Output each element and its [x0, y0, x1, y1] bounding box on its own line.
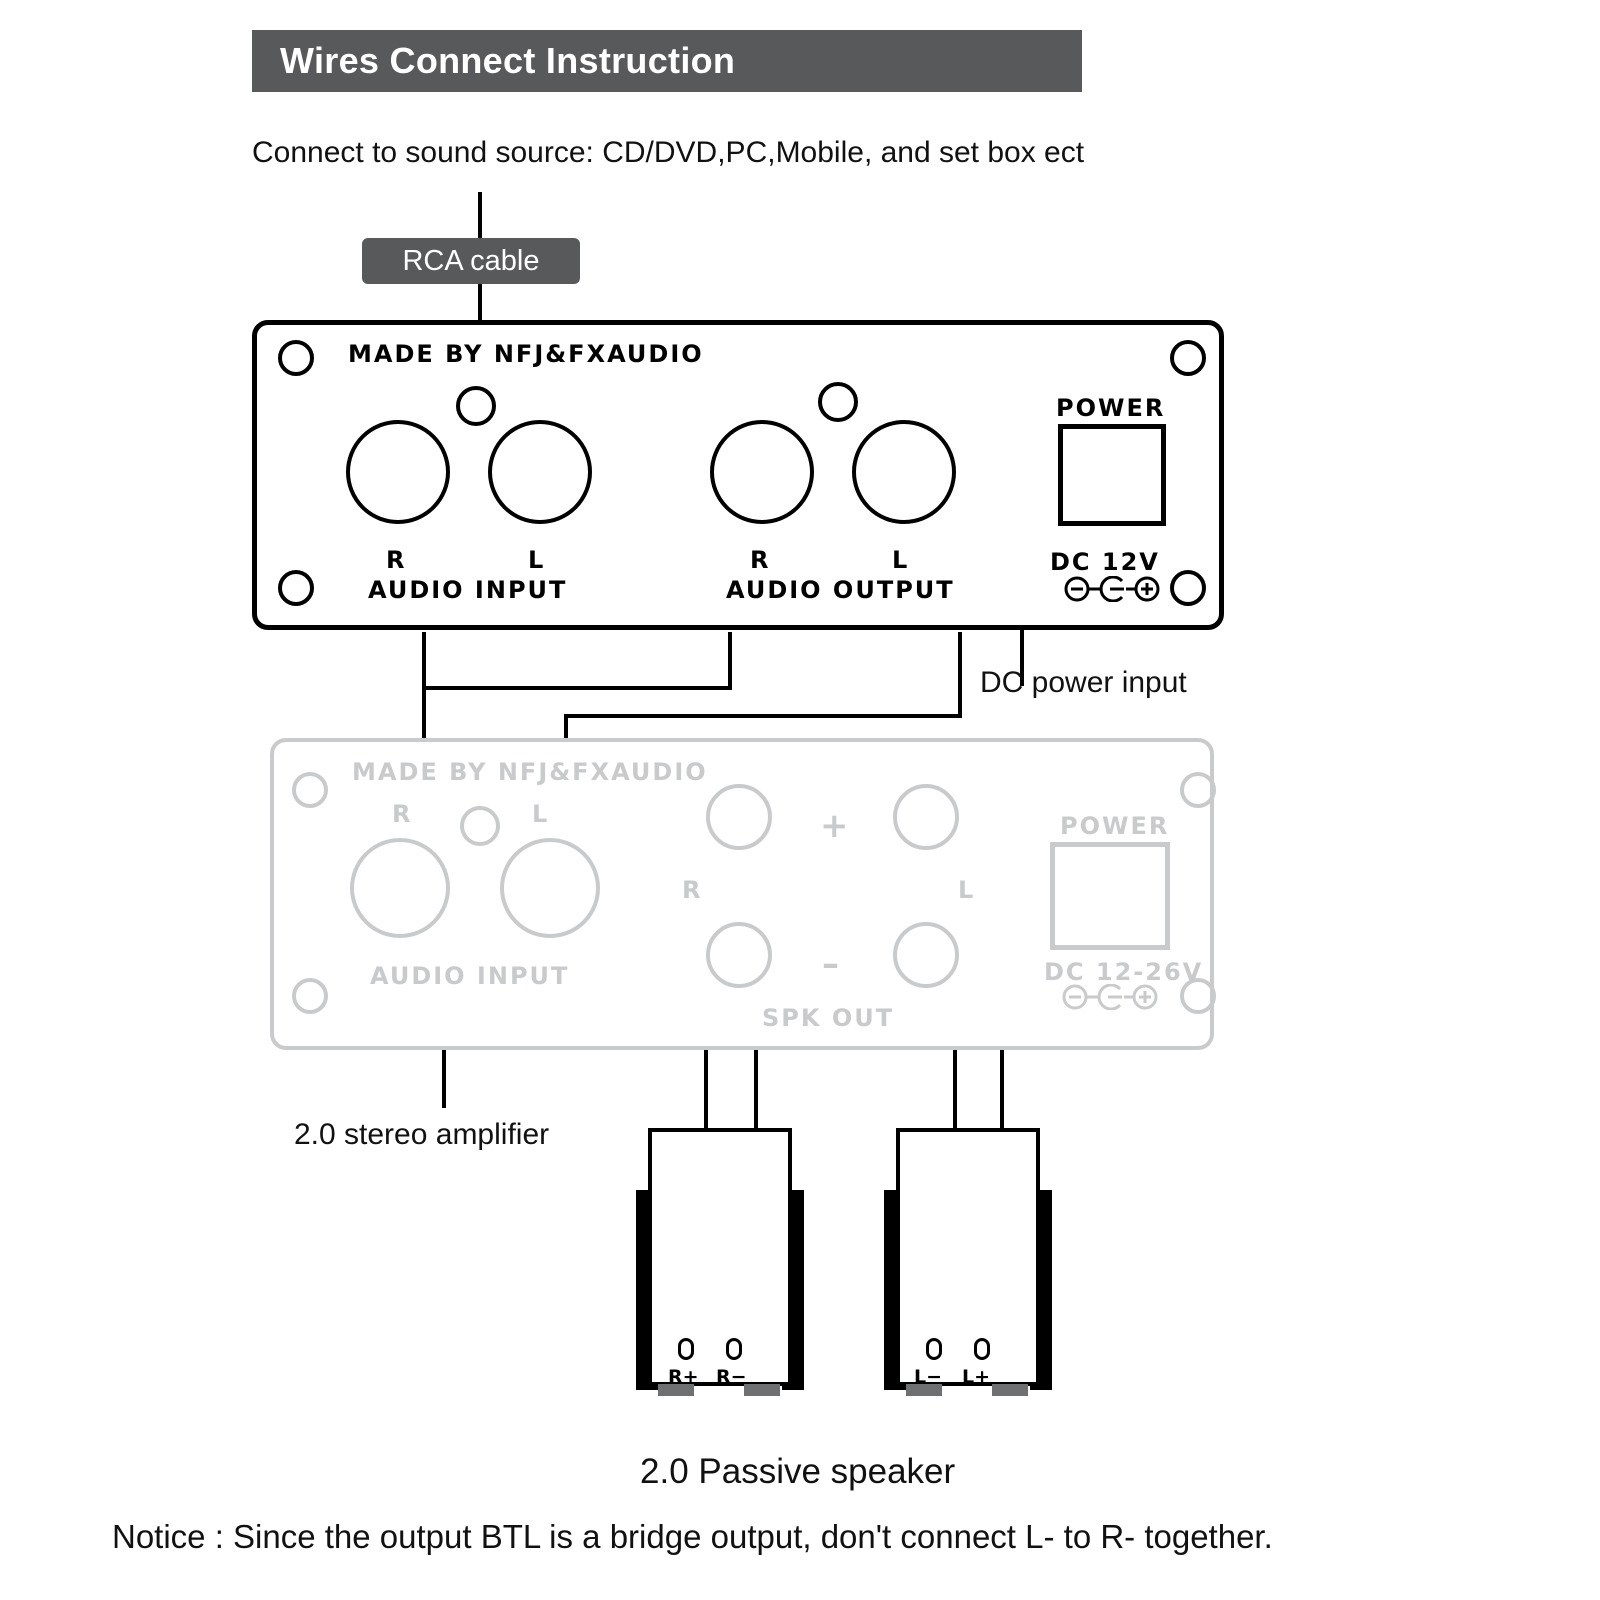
ground-hole [818, 382, 858, 422]
left-speaker-body [896, 1128, 1040, 1386]
left-speaker-terminal-plus[interactable] [974, 1338, 990, 1360]
spk-l-label: L [958, 876, 976, 904]
ground-hole [456, 386, 496, 426]
right-speaker-label-plus: R+ [668, 1366, 699, 1388]
spk-r-label: R [682, 876, 703, 904]
spk-out-group-label: SPK OUT [762, 1004, 895, 1032]
speaker-caption: 2.0 Passive speaker [640, 1452, 956, 1491]
rca-cable-text: RCA cable [402, 244, 540, 277]
ground-hole [460, 806, 500, 846]
bottom-audio-input-r-label: R [392, 800, 413, 828]
center-positive-icon [1064, 576, 1160, 602]
bottom-power-voltage: DC 12-26V [1044, 958, 1204, 986]
audio-output-l-jack[interactable] [852, 420, 956, 524]
screw-hole [292, 772, 328, 808]
audio-input-r-label: R [386, 546, 407, 574]
spk-out-l-minus-jack[interactable] [893, 784, 959, 850]
bottom-audio-input-l-jack[interactable] [500, 838, 600, 938]
screw-hole [292, 978, 328, 1014]
spk-out-r-minus-jack[interactable] [706, 922, 772, 988]
left-speaker-label-minus: L− [914, 1366, 943, 1388]
left-speaker-label-plus: L+ [962, 1366, 991, 1388]
page-title: Wires Connect Instruction [280, 40, 736, 81]
rca-cable-label [362, 238, 580, 284]
screw-hole [278, 570, 314, 606]
right-speaker-foot [744, 1384, 780, 1396]
left-speaker-terminal-minus[interactable] [926, 1338, 942, 1360]
right-speaker-body [648, 1128, 792, 1386]
screw-hole [1170, 570, 1206, 606]
left-speaker-foot [992, 1384, 1028, 1396]
dc-power-jack[interactable] [1058, 424, 1166, 526]
right-speaker-terminal-plus[interactable] [678, 1338, 694, 1360]
title-banner [252, 30, 1082, 92]
audio-output-group-label: AUDIO OUTPUT [726, 576, 955, 604]
audio-input-l-jack[interactable] [488, 420, 592, 524]
bottom-dc-power-jack[interactable] [1050, 842, 1170, 950]
spk-plus-label: + [820, 806, 851, 846]
sound-source-caption: Connect to sound source: CD/DVD,PC,Mobile, and set box ect [252, 136, 1085, 169]
right-speaker-label-minus: R− [716, 1366, 747, 1388]
screw-hole [1170, 340, 1206, 376]
bottom-audio-input-r-jack[interactable] [350, 838, 450, 938]
audio-input-group-label: AUDIO INPUT [368, 576, 568, 604]
audio-output-r-label: R [750, 546, 771, 574]
amplifier-caption: 2.0 stereo amplifier [294, 1118, 550, 1151]
top-brand-silkscreen: MADE BY NFJ&FXAUDIO [348, 340, 704, 368]
bottom-audio-input-group-label: AUDIO INPUT [370, 962, 570, 990]
screw-hole [278, 340, 314, 376]
spk-minus-label: – [822, 944, 841, 984]
dc-power-input-caption: DC power input [980, 666, 1187, 699]
top-power-voltage: DC 12V [1050, 548, 1160, 576]
spk-out-l-plus-jack[interactable] [893, 922, 959, 988]
audio-input-l-label: L [528, 546, 546, 574]
screw-hole [1180, 772, 1216, 808]
spk-out-r-plus-jack[interactable] [706, 784, 772, 850]
notice-text: Notice : Since the output BTL is a bridge output, don't connect L- to R- together. [112, 1518, 1273, 1555]
bottom-brand-silkscreen: MADE BY NFJ&FXAUDIO [352, 758, 708, 786]
audio-output-l-label: L [892, 546, 910, 574]
audio-input-r-jack[interactable] [346, 420, 450, 524]
bottom-power-label: POWER [1060, 812, 1170, 840]
right-speaker-terminal-minus[interactable] [726, 1338, 742, 1360]
center-positive-icon [1062, 984, 1158, 1010]
top-power-label: POWER [1056, 394, 1166, 422]
audio-output-r-jack[interactable] [710, 420, 814, 524]
bottom-audio-input-l-label: L [532, 800, 550, 828]
